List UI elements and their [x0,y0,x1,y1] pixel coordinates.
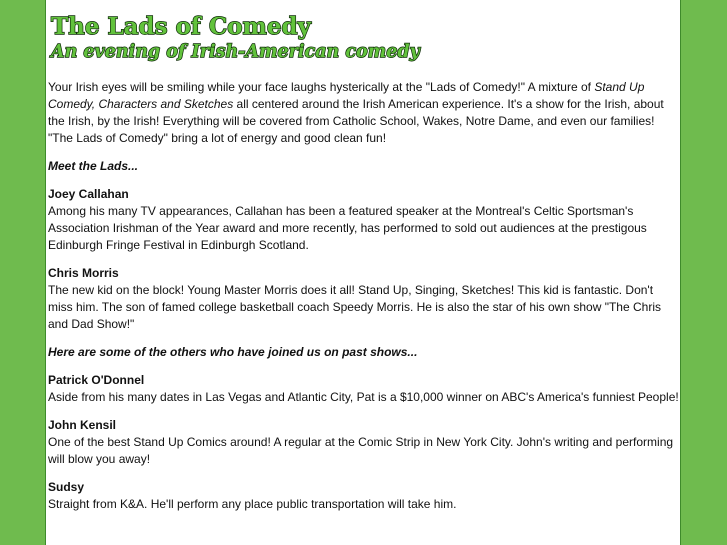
logo-title: The Lads of Comedy [51,13,311,40]
lad-name: Joey Callahan [48,187,129,201]
guest-entry [48,417,680,468]
guest-name: Sudsy [48,480,85,494]
intro-paragraph [48,79,680,147]
guest-bio: Aside from his many dates in Las Vegas and Atlantic City, Pat is a $10,000 winner on ABC's America's funniest People! [48,390,679,404]
lad-entry [48,186,680,254]
guest-bio: One of the best Stand Up Comics around! A regular at the Comic Strip in New York City. John's writing and performing will blow you away! [48,435,674,466]
guest-bio: Straight from K&A. He'll perform any place public transportation will take him. [48,497,457,511]
guest-name: John Kensil [48,418,117,432]
lad-bio: The new kid on the block! Young Master Morris does it all! Stand Up, Singing, Sketches! This kid is fantastic. Don't miss him. The son of famed college basketball coach Speedy Morris. He is also the star of his own show "The Chris and Dad Show!" [48,283,661,331]
lad-name: Chris Morris [48,266,119,280]
meet-heading: Meet the Lads... [48,159,139,173]
lad-bio: Among his many TV appearances, Callahan has been a featured speaker at the Montreal's Celtic Sportsman's Association Irishman of the Year award and more recently, has performed to sold out audiences at the prestigous Edinburgh Fringe Festival in Edinburgh Scotland. [48,204,647,252]
site-logo [50,13,470,65]
logo-graphic [50,13,470,65]
guest-entry [48,372,680,406]
page-container [45,0,681,545]
lad-entry [48,265,680,333]
intro-text-end: all centered around the Irish American experience. It's a show for the Irish, about the Irish, by the Irish! Everything will be covered from Catholic School, Wakes, Notre Dame, and even our families! "The Lads of Comedy" bring a lot of energy and good clean fun! [48,97,664,145]
logo-tagline: An evening of Irish-American comedy [51,42,420,62]
guest-name: Patrick O'Donnel [48,373,145,387]
intro-emphasis: Stand Up Comedy, Characters and Sketches [48,80,645,111]
main-content [48,79,680,524]
others-heading: Here are some of the others who have joined us on past shows... [48,345,418,359]
guest-entry [48,479,680,513]
intro-text-start: Your Irish eyes will be smiling while your face laughs hysterically at the "Lads of Comedy!" A mixture of [48,80,595,94]
